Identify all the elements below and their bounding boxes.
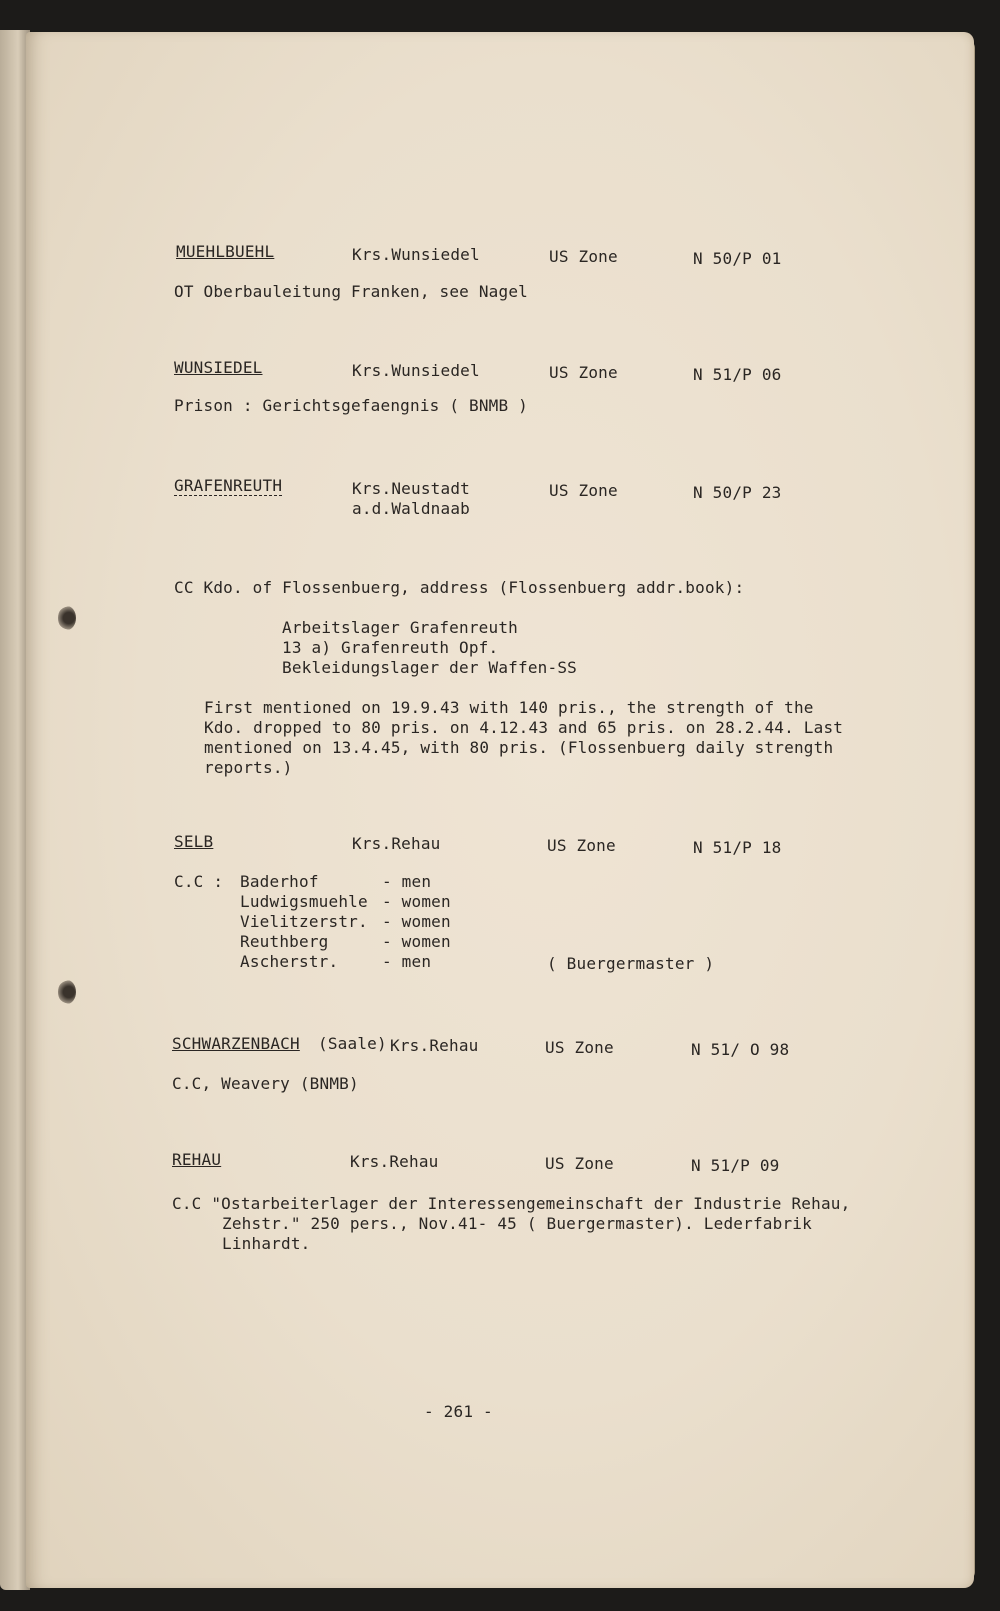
entry-district: Krs.Rehau: [350, 1152, 439, 1171]
entry-source: ( Buergermaster ): [547, 954, 715, 973]
entry-ref: N 51/P 18: [693, 838, 782, 857]
entry-district-line-2: a.d.Waldnaab: [352, 499, 470, 518]
entry-place: GRAFENREUTH: [174, 476, 283, 495]
entry-text-line: OT Oberbauleitung Franken, see Nagel: [174, 282, 528, 301]
entry-ref: N 50/P 01: [693, 249, 782, 268]
entry-zone: US Zone: [549, 363, 618, 382]
camp-type: - women: [382, 932, 451, 951]
entry-district: Krs.Wunsiedel: [352, 245, 480, 264]
document-page: [26, 32, 974, 1588]
entry-text-line: reports.): [204, 758, 293, 777]
entry-zone: US Zone: [549, 481, 618, 500]
entry-place: SCHWARZENBACH: [172, 1034, 300, 1053]
camp-type: - women: [382, 912, 451, 931]
entry-district: Krs.Wunsiedel: [352, 361, 480, 380]
entry-text-line: Linhardt.: [222, 1234, 311, 1253]
entry-ref: N 51/P 06: [693, 365, 782, 384]
camp-name: Reuthberg: [240, 932, 329, 951]
address-line: Arbeitslager Grafenreuth: [282, 618, 518, 637]
camp-type: - men: [382, 872, 432, 891]
entry-place-note: (Saale): [318, 1034, 387, 1053]
entry-place: SELB: [174, 832, 214, 851]
punch-hole-upper: [58, 606, 76, 630]
entry-district: Krs.Rehau: [352, 834, 441, 853]
camp-name: Ludwigsmuehle: [240, 892, 368, 911]
entry-text-line: CC Kdo. of Flossenbuerg, address (Flossenbuerg addr.book):: [174, 578, 745, 597]
entry-ref: N 51/ O 98: [691, 1040, 790, 1059]
camp-name: Vielitzerstr.: [240, 912, 368, 931]
entry-text-line: mentioned on 13.4.45, with 80 pris. (Flossenbuerg daily strength: [204, 738, 834, 757]
entry-ref: N 51/P 09: [691, 1156, 780, 1175]
entry-zone: US Zone: [547, 836, 616, 855]
entry-district: Krs.Rehau: [390, 1036, 479, 1055]
entry-text-line: First mentioned on 19.9.43 with 140 pris., the strength of the: [204, 698, 814, 717]
address-line: 13 a) Grafenreuth Opf.: [282, 638, 499, 657]
camp-type: - men: [382, 952, 432, 971]
entry-text-line: Kdo. dropped to 80 pris. on 4.12.43 and 65 pris. on 28.2.44. Last: [204, 718, 844, 737]
camp-name: Ascherstr.: [240, 952, 339, 971]
entry-text-line: Zehstr." 250 pers., Nov.41- 45 ( Buergermaster). Lederfabrik: [222, 1214, 812, 1233]
entry-zone: US Zone: [549, 247, 618, 266]
entry-text-line: C.C, Weavery (BNMB): [172, 1074, 359, 1093]
punch-hole-lower: [58, 980, 76, 1004]
entry-place: MUEHLBUEHL: [176, 242, 275, 261]
camp-label: C.C :: [174, 872, 224, 891]
entry-place: REHAU: [172, 1150, 222, 1169]
camp-name: Baderhof: [240, 872, 319, 891]
entry-text-line: Prison : Gerichtsgefaengnis ( BNMB ): [174, 396, 528, 415]
camp-type: - women: [382, 892, 451, 911]
page-number: - 261 -: [424, 1402, 493, 1421]
entry-ref: N 50/P 23: [693, 483, 782, 502]
entry-zone: US Zone: [545, 1154, 614, 1173]
entry-zone: US Zone: [545, 1038, 614, 1057]
entry-text-line: C.C "Ostarbeiterlager der Interessengemeinschaft der Industrie Rehau,: [172, 1194, 851, 1213]
entry-place: WUNSIEDEL: [174, 358, 263, 377]
entry-district: Krs.Neustadt: [352, 479, 470, 498]
address-line: Bekleidungslager der Waffen-SS: [282, 658, 577, 677]
